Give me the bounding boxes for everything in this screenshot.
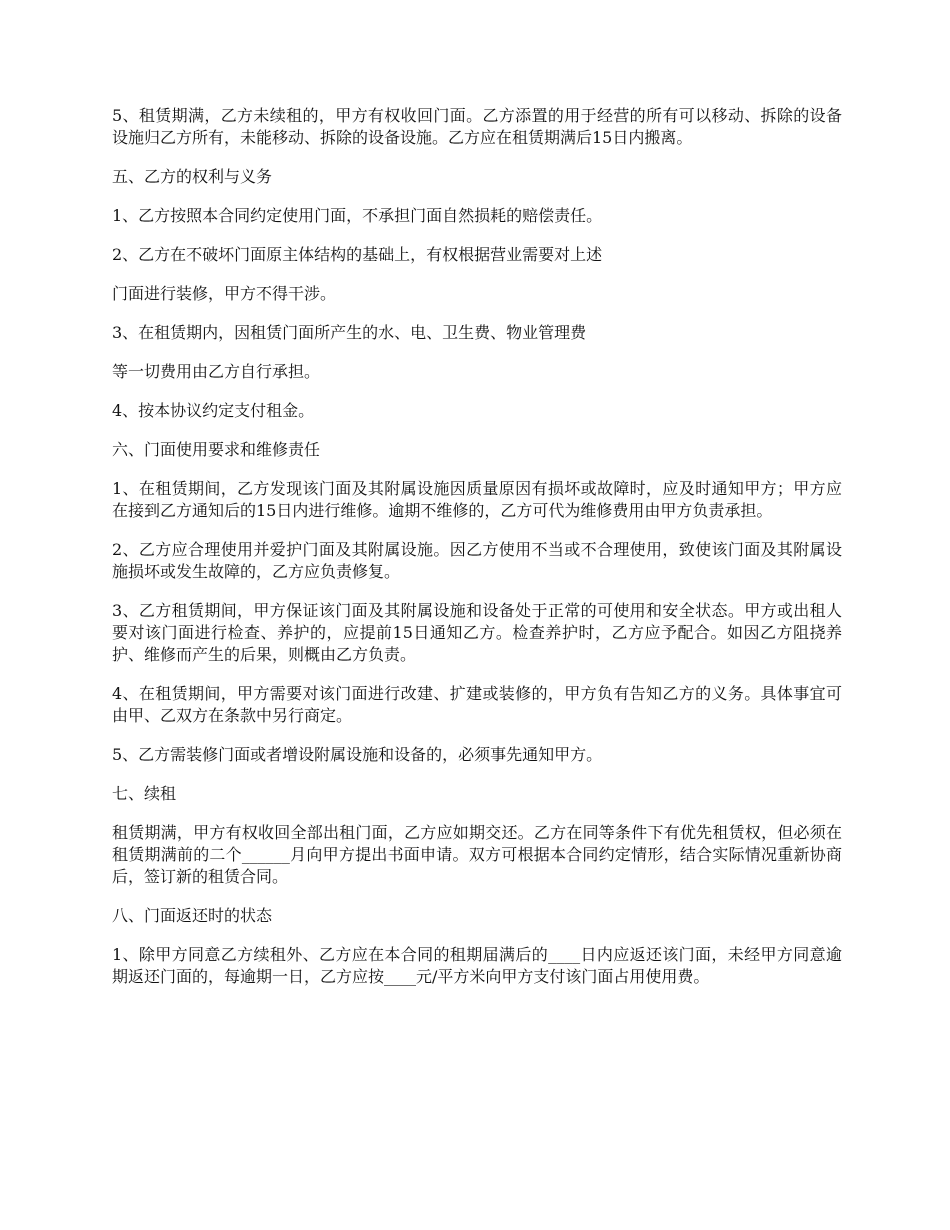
paragraph-repair-clause-2: 2、乙方应合理使用并爱护门面及其附属设施。因乙方使用不当或不合理使用，致使该门面及其附属设施损坏或发生故障的，乙方应负责修复。 xyxy=(112,540,842,581)
paragraph-repair-clause-5: 5、乙方需装修门面或者增设附属设施和设备的，必须事先通知甲方。 xyxy=(112,745,603,764)
section-heading-renewal: 七、续租 xyxy=(112,784,177,803)
paragraph-tenant-clause-1: 1、乙方按照本合同约定使用门面，不承担门面自然损耗的赔偿责任。 xyxy=(112,206,603,225)
section-heading-usage-repair: 六、门面使用要求和维修责任 xyxy=(112,440,321,459)
paragraph-tenant-clause-4: 4、按本协议约定支付租金。 xyxy=(112,401,315,420)
paragraph-tenant-clause-3-cont: 等一切费用由乙方自行承担。 xyxy=(112,362,321,381)
section-heading-tenant-rights: 五、乙方的权利与义务 xyxy=(112,167,273,186)
paragraph-tenant-clause-2-cont: 门面进行装修，甲方不得干涉。 xyxy=(112,284,337,303)
paragraph-clause-5-expiry: 5、租赁期满，乙方未续租的，甲方有权收回门面。乙方添置的用于经营的所有可以移动、拆除的设备设施归乙方所有，未能移动、拆除的设备设施。乙方应在租赁期满后15日内搬离。 xyxy=(112,106,842,147)
section-heading-return-state: 八、门面返还时的状态 xyxy=(112,906,273,925)
paragraph-repair-clause-1: 1、在租赁期间，乙方发现该门面及其附属设施因质量原因有损坏或故障时，应及时通知甲方；甲方应在接到乙方通知后的15日内进行维修。逾期不维修的，乙方可代为维修费用由甲方负责承担。 xyxy=(112,479,842,520)
paragraph-return-clause-1: 1、除甲方同意乙方续租外、乙方应在本合同的租期届满后的____日内应返还该门面，未经甲方同意逾期返还门面的，每逾期一日，乙方应按____元/平方米向甲方支付该门面占用使用费。 xyxy=(112,945,842,986)
document-body xyxy=(112,105,842,1005)
paragraph-tenant-clause-2: 2、乙方在不破坏门面原主体结构的基础上，有权根据营业需要对上述 xyxy=(112,245,603,264)
paragraph-repair-clause-3: 3、乙方租赁期间，甲方保证该门面及其附属设施和设备处于正常的可使用和安全状态。甲方或出租人要对该门面进行检查、养护的，应提前15日通知乙方。检查养护时，乙方应予配合。如因乙方阻挠养护、维修而产生的后果，则概由乙方负责。 xyxy=(112,601,842,664)
paragraph-repair-clause-4: 4、在租赁期间，甲方需要对该门面进行改建、扩建或装修的，甲方负有告知乙方的义务。具体事宜可由甲、乙双方在条款中另行商定。 xyxy=(112,684,842,725)
paragraph-tenant-clause-3: 3、在租赁期内，因租赁门面所产生的水、电、卫生费、物业管理费 xyxy=(112,323,587,342)
paragraph-renewal: 租赁期满，甲方有权收回全部出租门面，乙方应如期交还。乙方在同等条件下有优先租赁权，但必须在租赁期满前的二个______月向甲方提出书面申请。双方可根据本合同约定情形，结合实际情况重新协商后，签订新的租赁合同。 xyxy=(112,823,842,886)
